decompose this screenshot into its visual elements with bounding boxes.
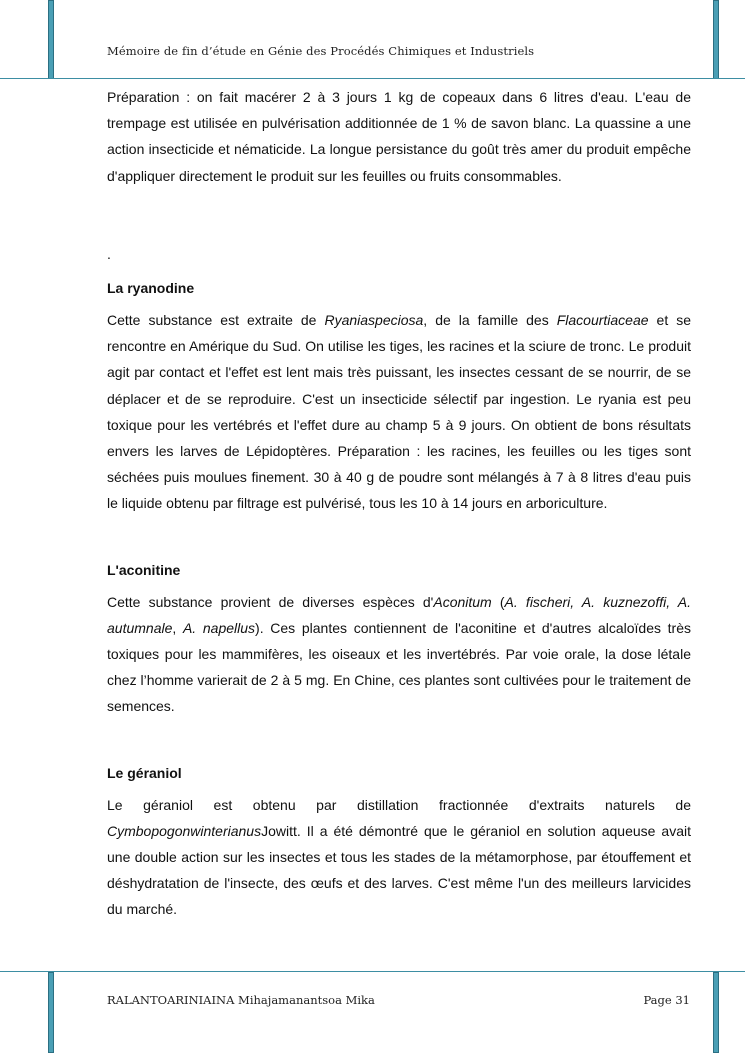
header-rule (0, 78, 745, 79)
header-bar-left (48, 0, 54, 79)
section-title: Le géraniol (107, 764, 182, 781)
section-aconitine (107, 557, 691, 720)
page-number: Page 31 (643, 993, 690, 1007)
header-bar-right (713, 0, 719, 79)
section-title: La ryanodine (107, 280, 195, 297)
footer-rule (0, 971, 745, 972)
separator-dot: . (107, 245, 111, 262)
footer-bar-right (713, 972, 719, 1053)
section-paragraph: Cette substance provient de diverses espèces d'Aconitum (A. fischeri, A. kuznezoffi, A. autumnale, A. napellus). Ces plantes contiennent de l'aconitine et d'autres alcaloïdes très toxiques pour les mammifères, les oiseaux et les invertébrés. Par voie orale, la dose létale chez l’homme varierait de 2 à 5 mg. En Chine, ces plantes sont cultivées pour le traitement de semences. (107, 593, 692, 715)
section-paragraph: Cette substance est extraite de Ryaniaspeciosa, de la famille des Flacourtiaceae et se rencontre en Amérique du Sud. On utilise les tiges, les racines et la sciure de tronc. Le produit agit par contact et l'effet est lent mais très puissant, les insectes cessant de se nourrir, de se déplacer et de se reproduire. C'est un insecticide sélectif par ingestion. Le ryania est peu toxique pour les vertébrés et l'effet dure au champ 5 à 9 jours. On obtient de bons résultats envers les larves de Lépidoptères. Préparation : les racines, les feuilles ou les tiges sont séchées puis moulues finement. 30 à 40 g de poudre sont mélangés à 7 à 8 litres d'eau puis le liquide obtenu par filtrage est pulvérisé, tous les 10 à 14 jours en arboriculture. (107, 312, 691, 512)
section-paragraph: Le géraniol est obtenu par distillation fractionnée d'extraits naturels de CymbopogonwinterianusJowitt. Il a été démontré que le géraniol en solution aqueuse avait une double action sur les insectes et tous les stades de la métamorphose, par étouffement et déshydratation de l'insecte, des œufs et des larves. C'est même l'un des meilleurs larvicides du marché. (107, 796, 691, 918)
intro-paragraph: Préparation : on fait macérer 2 à 3 jours 1 kg de copeaux dans 6 litres d'eau. L'eau de trempage est utilisée en pulvérisation additionnée de 1 % de savon blanc. La quassine a une action insecticide et nématicide. La longue persistance du goût très amer du produit empêche d'appliquer directement le produit sur les feuilles ou fruits consommables. (107, 89, 691, 184)
section-title: L'aconitine (107, 561, 181, 578)
header-title: Mémoire de fin d’étude en Génie des Procédés Chimiques et Industriels (107, 44, 535, 58)
page-content (107, 84, 691, 923)
footer-bar-left (48, 972, 54, 1053)
section-ryanodine (107, 275, 691, 517)
footer-author: RALANTOARINIAINA Mihajamanantsoa Mika (107, 993, 375, 1007)
section-geraniol (107, 760, 691, 923)
